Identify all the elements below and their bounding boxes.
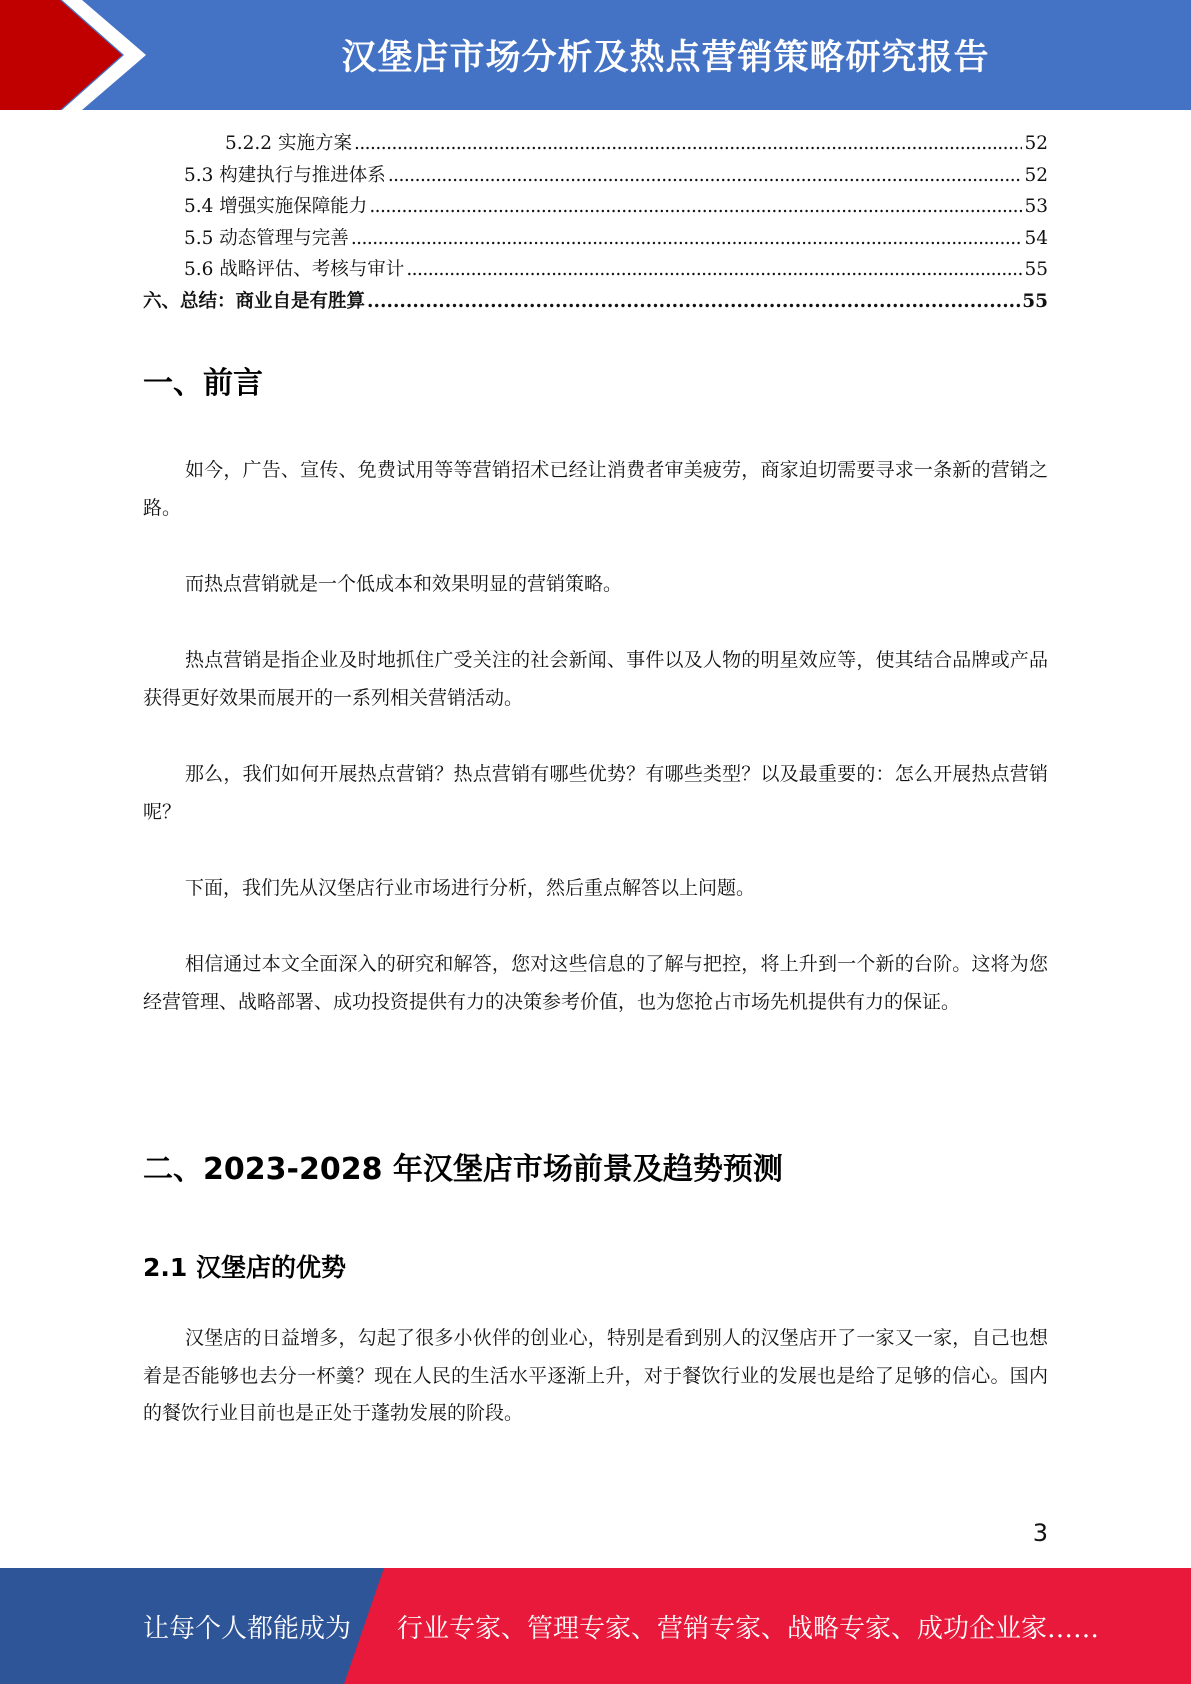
toc-entry[interactable] <box>143 286 1048 318</box>
toc-leader-dots <box>406 254 1022 286</box>
toc-entry-page: 55 <box>1022 290 1048 312</box>
body-paragraph: 下面，我们先从汉堡店行业市场进行分析，然后重点解答以上问题。 <box>185 877 756 899</box>
page-header <box>0 0 1191 110</box>
report-title: 汉堡店市场分析及热点营销策略研究报告 <box>341 38 990 78</box>
body-paragraph: 热点营销是指企业及时地抓住广受关注的社会新闻、事件以及人物的明星效应等，使其结合品牌或产品获得更好效果而展开的一系列相关营销活动。 <box>143 649 1048 709</box>
body-paragraph: 相信通过本文全面深入的研究和解答，您对这些信息的了解与把控，将上升到一个新的台阶。这将为您经营管理、战略部署、成功投资提供有力的决策参考价值，也为您抢占市场先机提供有力的保证。 <box>143 953 1048 1013</box>
page-number: 3 <box>1032 1519 1048 1547</box>
toc-entry-page: 55 <box>1024 259 1048 280</box>
section-heading: 二、2023-2028 年汉堡店市场前景及趋势预测 <box>143 1152 783 1187</box>
table-of-contents <box>143 128 1048 317</box>
footer-slogan-right: 行业专家、管理专家、营销专家、战略专家、成功企业家…… <box>397 1613 1100 1644</box>
page-footer <box>0 1568 1191 1684</box>
toc-entry-page: 52 <box>1024 164 1048 186</box>
footer-slogan-left: 让每个人都能成为 <box>143 1613 352 1644</box>
body-paragraph: 汉堡店的日益增多，勾起了很多小伙伴的创业心，特别是看到别人的汉堡店开了一家又一家，自己也想着是否能够也去分一杯羹？现在人民的生活水平逐渐上升，对于餐饮行业的发展也是给了足够的信心。国内的餐饮行业目前也是正处于蓬勃发展的阶段。 <box>143 1327 1048 1424</box>
toc-leader-dots <box>369 191 1022 223</box>
toc-entry[interactable] <box>143 160 1048 192</box>
toc-entry-label: 5.5 动态管理与完善 <box>184 227 349 249</box>
toc-leader-dots <box>367 286 1020 318</box>
toc-leader-dots <box>388 160 1023 192</box>
toc-entry-label: 5.6 战略评估、考核与审计 <box>184 259 405 280</box>
toc-entry-page: 54 <box>1024 227 1048 249</box>
toc-entry-page: 53 <box>1024 196 1048 217</box>
toc-entry-label: 5.3 构建执行与推进体系 <box>184 164 386 186</box>
toc-entry-label: 5.4 增强实施保障能力 <box>184 196 368 217</box>
toc-entry[interactable] <box>143 191 1048 223</box>
section-heading: 一、前言 <box>143 366 263 401</box>
body-paragraph: 那么，我们如何开展热点营销？热点营销有哪些优势？有哪些类型？以及最重要的：怎么开展热点营销呢？ <box>143 763 1048 823</box>
toc-entry-label: 5.2.2 实施方案 <box>225 133 352 154</box>
toc-entry[interactable] <box>143 128 1048 160</box>
subsection-heading: 2.1 汉堡店的优势 <box>143 1253 346 1282</box>
body-paragraph: 而热点营销就是一个低成本和效果明显的营销策略。 <box>185 573 623 595</box>
toc-leader-dots <box>351 223 1023 255</box>
body-paragraph: 如今，广告、宣传、免费试用等等营销招术已经让消费者审美疲劳，商家迫切需要寻求一条新的营销之路。 <box>143 459 1048 519</box>
toc-entry-label: 六、总结：商业自是有胜算 <box>143 290 366 312</box>
toc-entry-page: 52 <box>1024 133 1048 154</box>
toc-entry[interactable] <box>143 223 1048 255</box>
toc-leader-dots <box>354 128 1023 160</box>
toc-entry[interactable] <box>143 254 1048 286</box>
